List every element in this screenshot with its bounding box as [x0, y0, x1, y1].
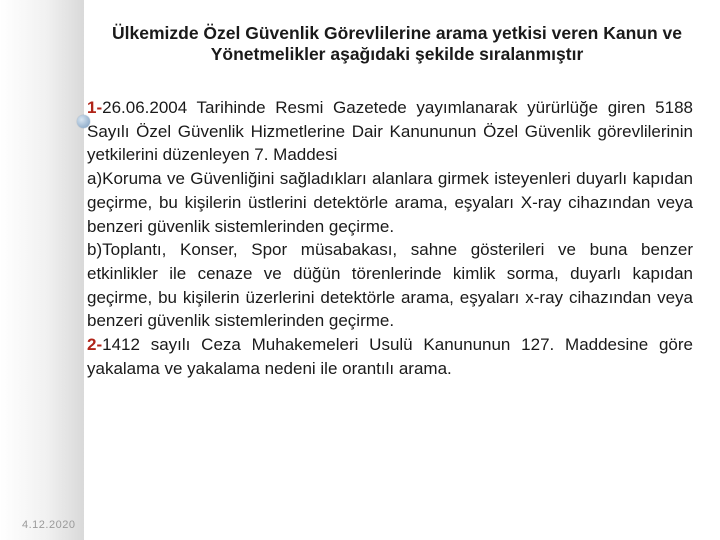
item-text: 26.06.2004 Tarihinde Resmi Gazetede yayımlanarak yürürlüğe giren 5188 Sayılı Özel Güvenlik Hizmetlerine Dair Kanununun Özel Güvenlik görevlilerinin yetkilerini düzenleyen 7. Maddesi [87, 98, 693, 165]
item-text: 1412 sayılı Ceza Muhakemeleri Usulü Kanununun 127. Maddesine göre yakalama ve yakalama nedeni ile orantılı arama. [87, 335, 693, 378]
item-text: a)Koruma ve Güvenliğini sağladıkları alanlara girmek isteyenleri duyarlı kapıdan geçirme, bu kişilerin üstlerini detektörle arama, eşyaları X-ray cihazından veya benzeri güvenlik sistemlerinden geçirme. [87, 169, 693, 236]
item-number: 2- [87, 335, 103, 355]
list-item-1a [87, 167, 693, 238]
slide-left-band [0, 0, 84, 540]
slide-body [87, 96, 693, 380]
list-item-2 [87, 333, 693, 380]
item-text: b)Toplantı, Konser, Spor müsabakası, sahne gösterileri ve buna benzer etkinlikler ile cenaze ve düğün törenlerinde kimlik sorma, duyarlı kapıdan geçirme, bu kişilerin üzerlerini detektörle arama, eşyaları x-ray cihazından veya benzeri güvenlik sistemlerinden geçirme. [87, 240, 693, 331]
slide-date: 4.12.2020 [22, 519, 76, 531]
list-item-1 [87, 96, 693, 167]
item-number: 1- [87, 98, 103, 117]
slide-title: Ülkemizde Özel Güvenlik Görevlilerine arama yetkisi veren Kanun ve Yönetmelikler aşağıdaki şekilde sıralanmıştır [112, 23, 682, 64]
list-item-1b [87, 238, 693, 333]
